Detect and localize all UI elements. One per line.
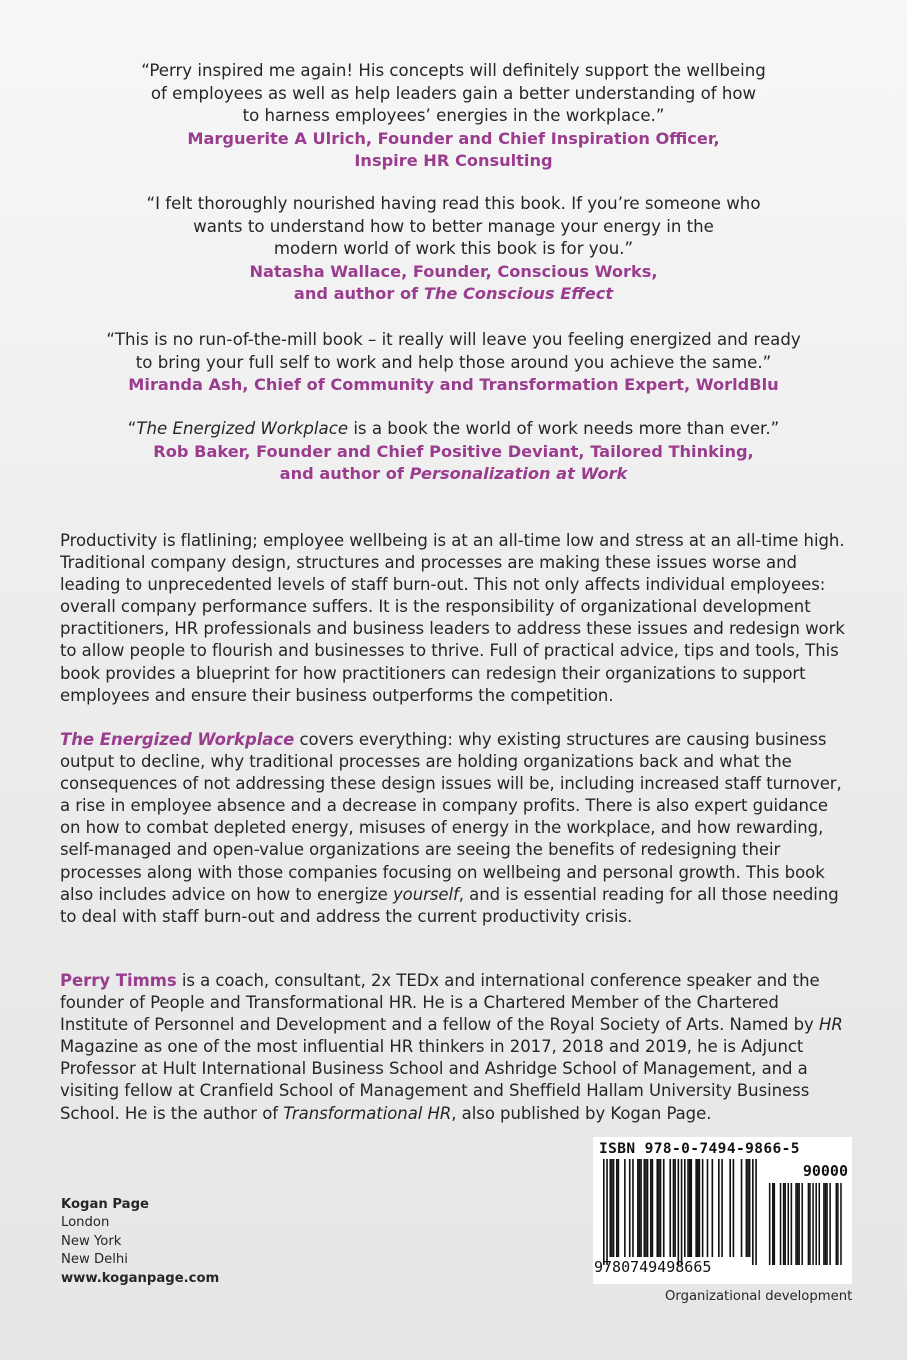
barcode-bar bbox=[752, 1159, 754, 1265]
barcode-bar bbox=[645, 1159, 647, 1257]
isbn-label: ISBN 978-0-7494-9866-5 bbox=[599, 1141, 800, 1157]
quote-2-attribution-book-title: The Conscious Effect bbox=[423, 284, 614, 303]
publisher-info bbox=[61, 1196, 219, 1288]
barcode-bar bbox=[712, 1159, 714, 1257]
barcode-addon-bar bbox=[826, 1183, 828, 1265]
barcode-addon-bar bbox=[836, 1183, 838, 1265]
barcode-bar bbox=[613, 1159, 615, 1257]
barcode-addon-bar bbox=[808, 1183, 810, 1265]
publisher-website: www.koganpage.com bbox=[61, 1270, 220, 1286]
barcode-bar bbox=[747, 1159, 749, 1257]
quote-4-attribution-book-title: Personalization at Work bbox=[409, 464, 628, 483]
publisher-city-3: New Delhi bbox=[61, 1252, 128, 1268]
barcode-bar bbox=[606, 1159, 608, 1265]
barcode-addon-bar bbox=[774, 1183, 776, 1265]
barcode-bar bbox=[669, 1159, 671, 1257]
quote-1-attribution-line-1: Marguerite A Ulrich, Founder and Chief Inspiration Officer, bbox=[187, 128, 720, 148]
quote-4-line-rest: is a book the world of work needs more than ever.” bbox=[348, 419, 780, 438]
barcode-bar bbox=[639, 1159, 641, 1257]
barcode-bar bbox=[673, 1159, 675, 1257]
quote-3-line-1: “This is no run-of-the-mill book – it really will leave you feeling energized and ready bbox=[106, 330, 801, 349]
barcode-addon-bar bbox=[784, 1183, 786, 1265]
barcode-bar bbox=[721, 1159, 723, 1257]
author-bio-part3: , also published by Kogan Page. bbox=[451, 1103, 712, 1123]
description-p2-part1: covers everything: why existing structures are causing business output to decline, why traditional processes are holding organizations back and what the consequences of not addressing these design issues will be, including increased staff turnover, a rise in employee absence and a decrease in company profits. There is also expert guidance on how to combat depleted energy, misuses of energy in the workplace, and how rewarding, self-managed and open-value organizations are seeing the benefits of redesigning their processes along with those companies focusing on wellbeing and personal growth. This book also includes advice on how to energize bbox=[60, 730, 842, 904]
barcode-addon-bar bbox=[819, 1183, 821, 1265]
barcode-bar bbox=[650, 1159, 652, 1257]
barcode-digits: 9780749498665 bbox=[594, 1258, 712, 1276]
barcode-bar bbox=[684, 1159, 686, 1257]
barcode-bar bbox=[697, 1159, 699, 1257]
barcode-bar bbox=[746, 1159, 748, 1257]
barcode-bar bbox=[689, 1159, 691, 1257]
quote-4-attribution-line-2 bbox=[60, 463, 847, 486]
barcode-addon-bar bbox=[783, 1183, 785, 1265]
quote-4-open-mark: “ bbox=[127, 419, 137, 438]
quote-4-book-title: The Energized Workplace bbox=[136, 419, 349, 438]
barcode-bar bbox=[702, 1159, 704, 1257]
barcode-addon-bar bbox=[795, 1183, 797, 1265]
quote-1-line-1: “Perry inspired me again! His concepts will definitely support the wellbeing bbox=[141, 61, 766, 80]
quote-2-line-1: “I felt thoroughly nourished having read this book. If you’re someone who bbox=[146, 194, 761, 213]
barcode-bar bbox=[695, 1159, 697, 1257]
barcode-bar bbox=[629, 1159, 631, 1257]
barcode-bar bbox=[656, 1159, 658, 1257]
author-name: Perry Timms bbox=[60, 971, 177, 990]
quote-2-line-2: wants to understand how to better manage your energy in the bbox=[193, 216, 714, 236]
barcode-bar bbox=[616, 1159, 618, 1257]
barcode-bar bbox=[678, 1159, 680, 1265]
barcode-bar bbox=[707, 1159, 709, 1257]
description-paragraph-1: Productivity is flatlining; employee wellbeing is at an all-time low and stress at an all-time high. Traditional company design, structures and processes are making these issues worse and leading to unprecedented levels of staff burn-out. This not only affects individual employees: overall company performance suffers. It is the responsibility of organizational development practitioners, HR professionals and business leaders to address these issues and redesign work to allow people to flourish and businesses to thrive. Full of practical advice, tips and tools, This book provides a blueprint for how practitioners can redesign their organizations to support employees and ensure their business outperforms the competition. bbox=[60, 531, 845, 705]
barcode-bar bbox=[640, 1159, 642, 1257]
barcode-bar bbox=[658, 1159, 660, 1257]
description-p2-italic: yourself bbox=[392, 884, 459, 904]
barcode-addon-bar bbox=[769, 1183, 771, 1265]
author-bio-book: Transformational HR bbox=[283, 1103, 452, 1123]
barcode-addon-bar bbox=[840, 1183, 842, 1265]
barcode-bar bbox=[663, 1159, 665, 1257]
author-bio bbox=[60, 970, 852, 1125]
endorsement-quote-1 bbox=[60, 60, 847, 173]
barcode-graphic bbox=[593, 1137, 852, 1284]
quote-2-attribution-line-1: Natasha Wallace, Founder, Conscious Works, bbox=[249, 261, 658, 281]
quote-3-line-2: to bring your full self to work and help those around you achieve the same.” bbox=[135, 352, 772, 372]
barcode-price-code: 90000 bbox=[802, 1162, 848, 1180]
quote-2-attribution-line-2 bbox=[60, 283, 847, 306]
barcode-bar bbox=[660, 1159, 662, 1257]
quote-2-attribution-prefix: and author of bbox=[293, 284, 424, 303]
author-bio-magazine: HR bbox=[818, 1015, 843, 1035]
author-bio-part2: Magazine as one of the most influential HR thinkers in 2017, 2018 and 2019, he is Adjunct Professor at Hult International Business School and Ashridge School of Management, and a visiting fellow at Cranfield School of Management and Sheffield Hallam University Business School. He is the author of bbox=[60, 1037, 810, 1123]
barcode-addon-bar bbox=[829, 1183, 831, 1265]
barcode-addon-bar bbox=[823, 1183, 825, 1265]
endorsement-quote-2 bbox=[60, 193, 847, 306]
barcode-bar bbox=[687, 1159, 689, 1257]
barcode-addon-bar bbox=[772, 1183, 774, 1265]
barcode-bar bbox=[609, 1159, 611, 1257]
quote-4-attribution-prefix: and author of bbox=[279, 464, 410, 483]
barcode-bar bbox=[699, 1159, 701, 1257]
barcode-bar bbox=[690, 1159, 692, 1257]
quote-4-line-1 bbox=[60, 418, 847, 441]
quote-1-line-2: of employees as well as help leaders gain a better understanding of how bbox=[150, 83, 757, 103]
quote-4-attribution-line-1: Rob Baker, Founder and Chief Positive Deviant, Tailored Thinking, bbox=[153, 441, 754, 461]
barcode-bar bbox=[681, 1159, 683, 1265]
quote-1-line-3: to harness employees’ energies in the workplace.” bbox=[242, 106, 665, 125]
barcode-bar bbox=[718, 1159, 720, 1257]
barcode-addon-bar bbox=[798, 1183, 800, 1265]
quote-1-attribution-line-2: Inspire HR Consulting bbox=[354, 151, 553, 170]
barcode-bar bbox=[611, 1159, 613, 1257]
barcode-bar bbox=[729, 1159, 731, 1257]
barcode-bar bbox=[647, 1159, 649, 1257]
barcode-bar bbox=[603, 1159, 605, 1265]
barcode-bar bbox=[652, 1159, 654, 1257]
publisher-city-2: New York bbox=[61, 1233, 122, 1249]
barcode-addon-bar bbox=[809, 1183, 811, 1265]
barcode-bar bbox=[755, 1159, 757, 1265]
quote-2-line-3: modern world of work this book is for you.” bbox=[273, 239, 634, 258]
publisher-city-1: London bbox=[61, 1215, 110, 1231]
barcode-addon-bar bbox=[825, 1183, 827, 1265]
barcode-addon-bar bbox=[837, 1183, 839, 1265]
book-category: Organizational development bbox=[665, 1289, 853, 1304]
author-bio-part1: is a coach, consultant, 2x TEDx and international conference speaker and the founder of People and Transformational HR. He is a Chartered Member of the Chartered Institute of Personnel and Development and a fellow of the Royal Society of Arts. Named by bbox=[60, 971, 820, 1035]
barcode-bar bbox=[674, 1159, 676, 1257]
endorsement-quote-3 bbox=[60, 329, 847, 397]
barcode-bar bbox=[741, 1159, 743, 1257]
barcode-addon-bar bbox=[780, 1183, 782, 1265]
description-paragraph-2 bbox=[60, 729, 852, 928]
barcode-addon-bar bbox=[797, 1183, 799, 1265]
barcode-bar bbox=[618, 1159, 620, 1257]
barcode-addon-bar bbox=[812, 1183, 814, 1265]
barcode-bar bbox=[624, 1159, 626, 1257]
barcode-addon-bar bbox=[815, 1183, 817, 1265]
quote-3-attribution-line-1: Miranda Ash, Chief of Community and Transformation Expert, WorldBlu bbox=[128, 375, 779, 394]
barcode-bar bbox=[637, 1159, 639, 1257]
description-p2-part2: , and is essential reading for all those needing to deal with staff burn-out and address the current productivity crisis. bbox=[60, 884, 839, 926]
barcode-addon-bar bbox=[801, 1183, 803, 1265]
endorsement-quote-4 bbox=[60, 418, 847, 486]
barcode-bar bbox=[632, 1159, 634, 1257]
publisher-name: Kogan Page bbox=[61, 1197, 149, 1212]
barcode-addon-bar bbox=[788, 1183, 790, 1265]
isbn-barcode bbox=[593, 1137, 852, 1284]
barcode-bar bbox=[644, 1159, 646, 1257]
barcode-addon-bar bbox=[791, 1183, 793, 1265]
description-book-title: The Energized Workplace bbox=[60, 730, 295, 749]
barcode-bar bbox=[733, 1159, 735, 1257]
barcode-bar bbox=[749, 1159, 751, 1257]
